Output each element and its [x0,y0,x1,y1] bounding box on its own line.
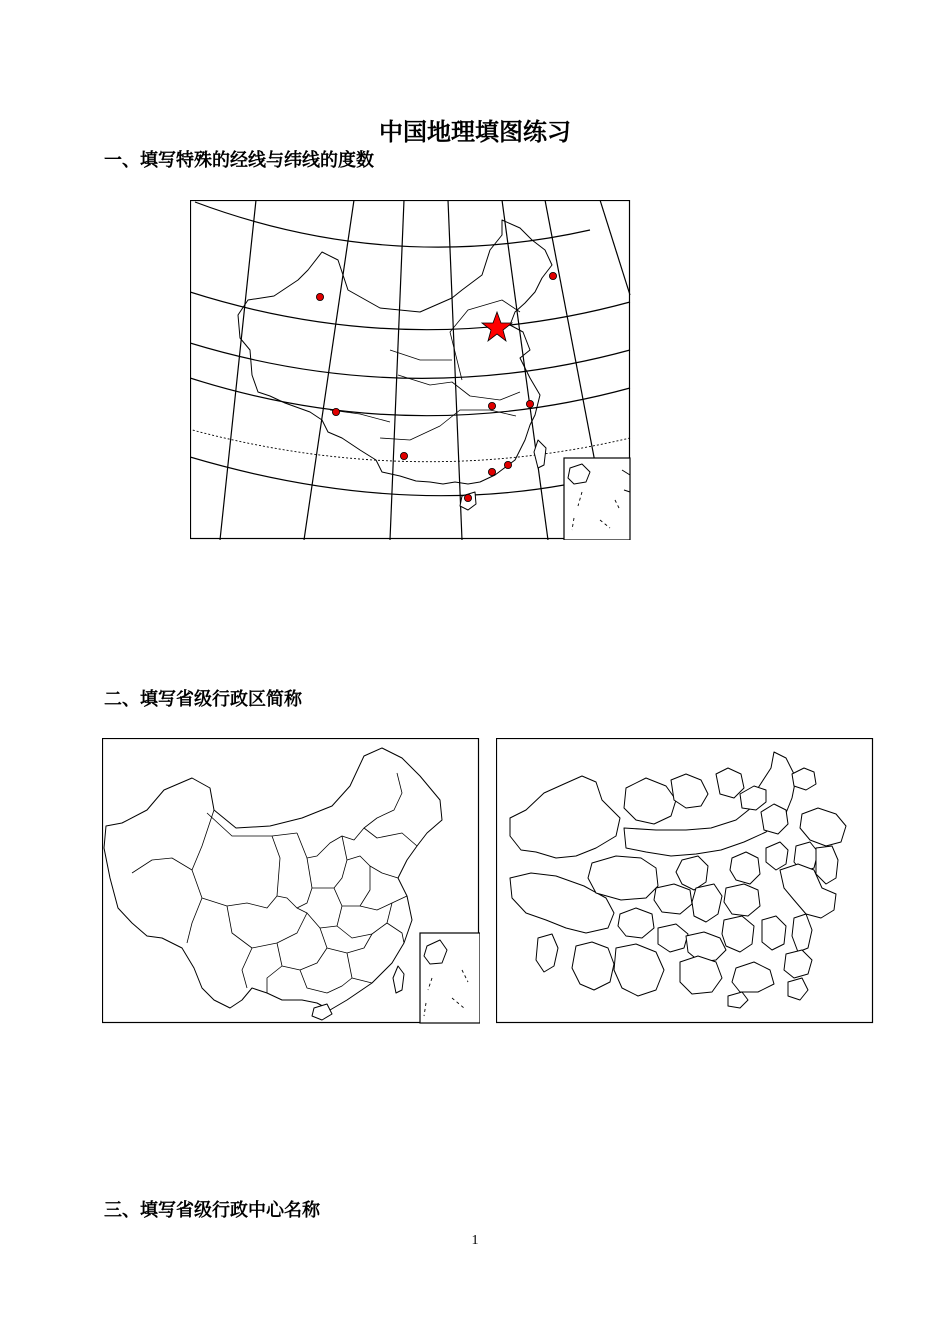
city-dot [488,468,495,475]
province-map-joined [102,738,480,1024]
south-sea-inset [564,458,630,540]
section-1-heading: 一、填写特殊的经线与纬线的度数 [104,150,374,171]
section-3-heading: 三、填写省级行政中心名称 [104,1200,320,1221]
south-sea-inset [420,933,480,1023]
page-title: 中国地理填图练习 [379,118,571,146]
city-dot [316,293,323,300]
city-dot [504,461,511,468]
section-2-heading: 二、填写省级行政区简称 [104,689,302,710]
city-dot [526,400,533,407]
page-number: 1 [471,1233,479,1248]
city-dot [332,408,339,415]
graticule-map [190,200,631,540]
city-dot [549,272,556,279]
city-dot [464,494,471,501]
city-dot [488,402,495,409]
province-map-separated [496,738,874,1024]
city-dot [400,452,407,459]
